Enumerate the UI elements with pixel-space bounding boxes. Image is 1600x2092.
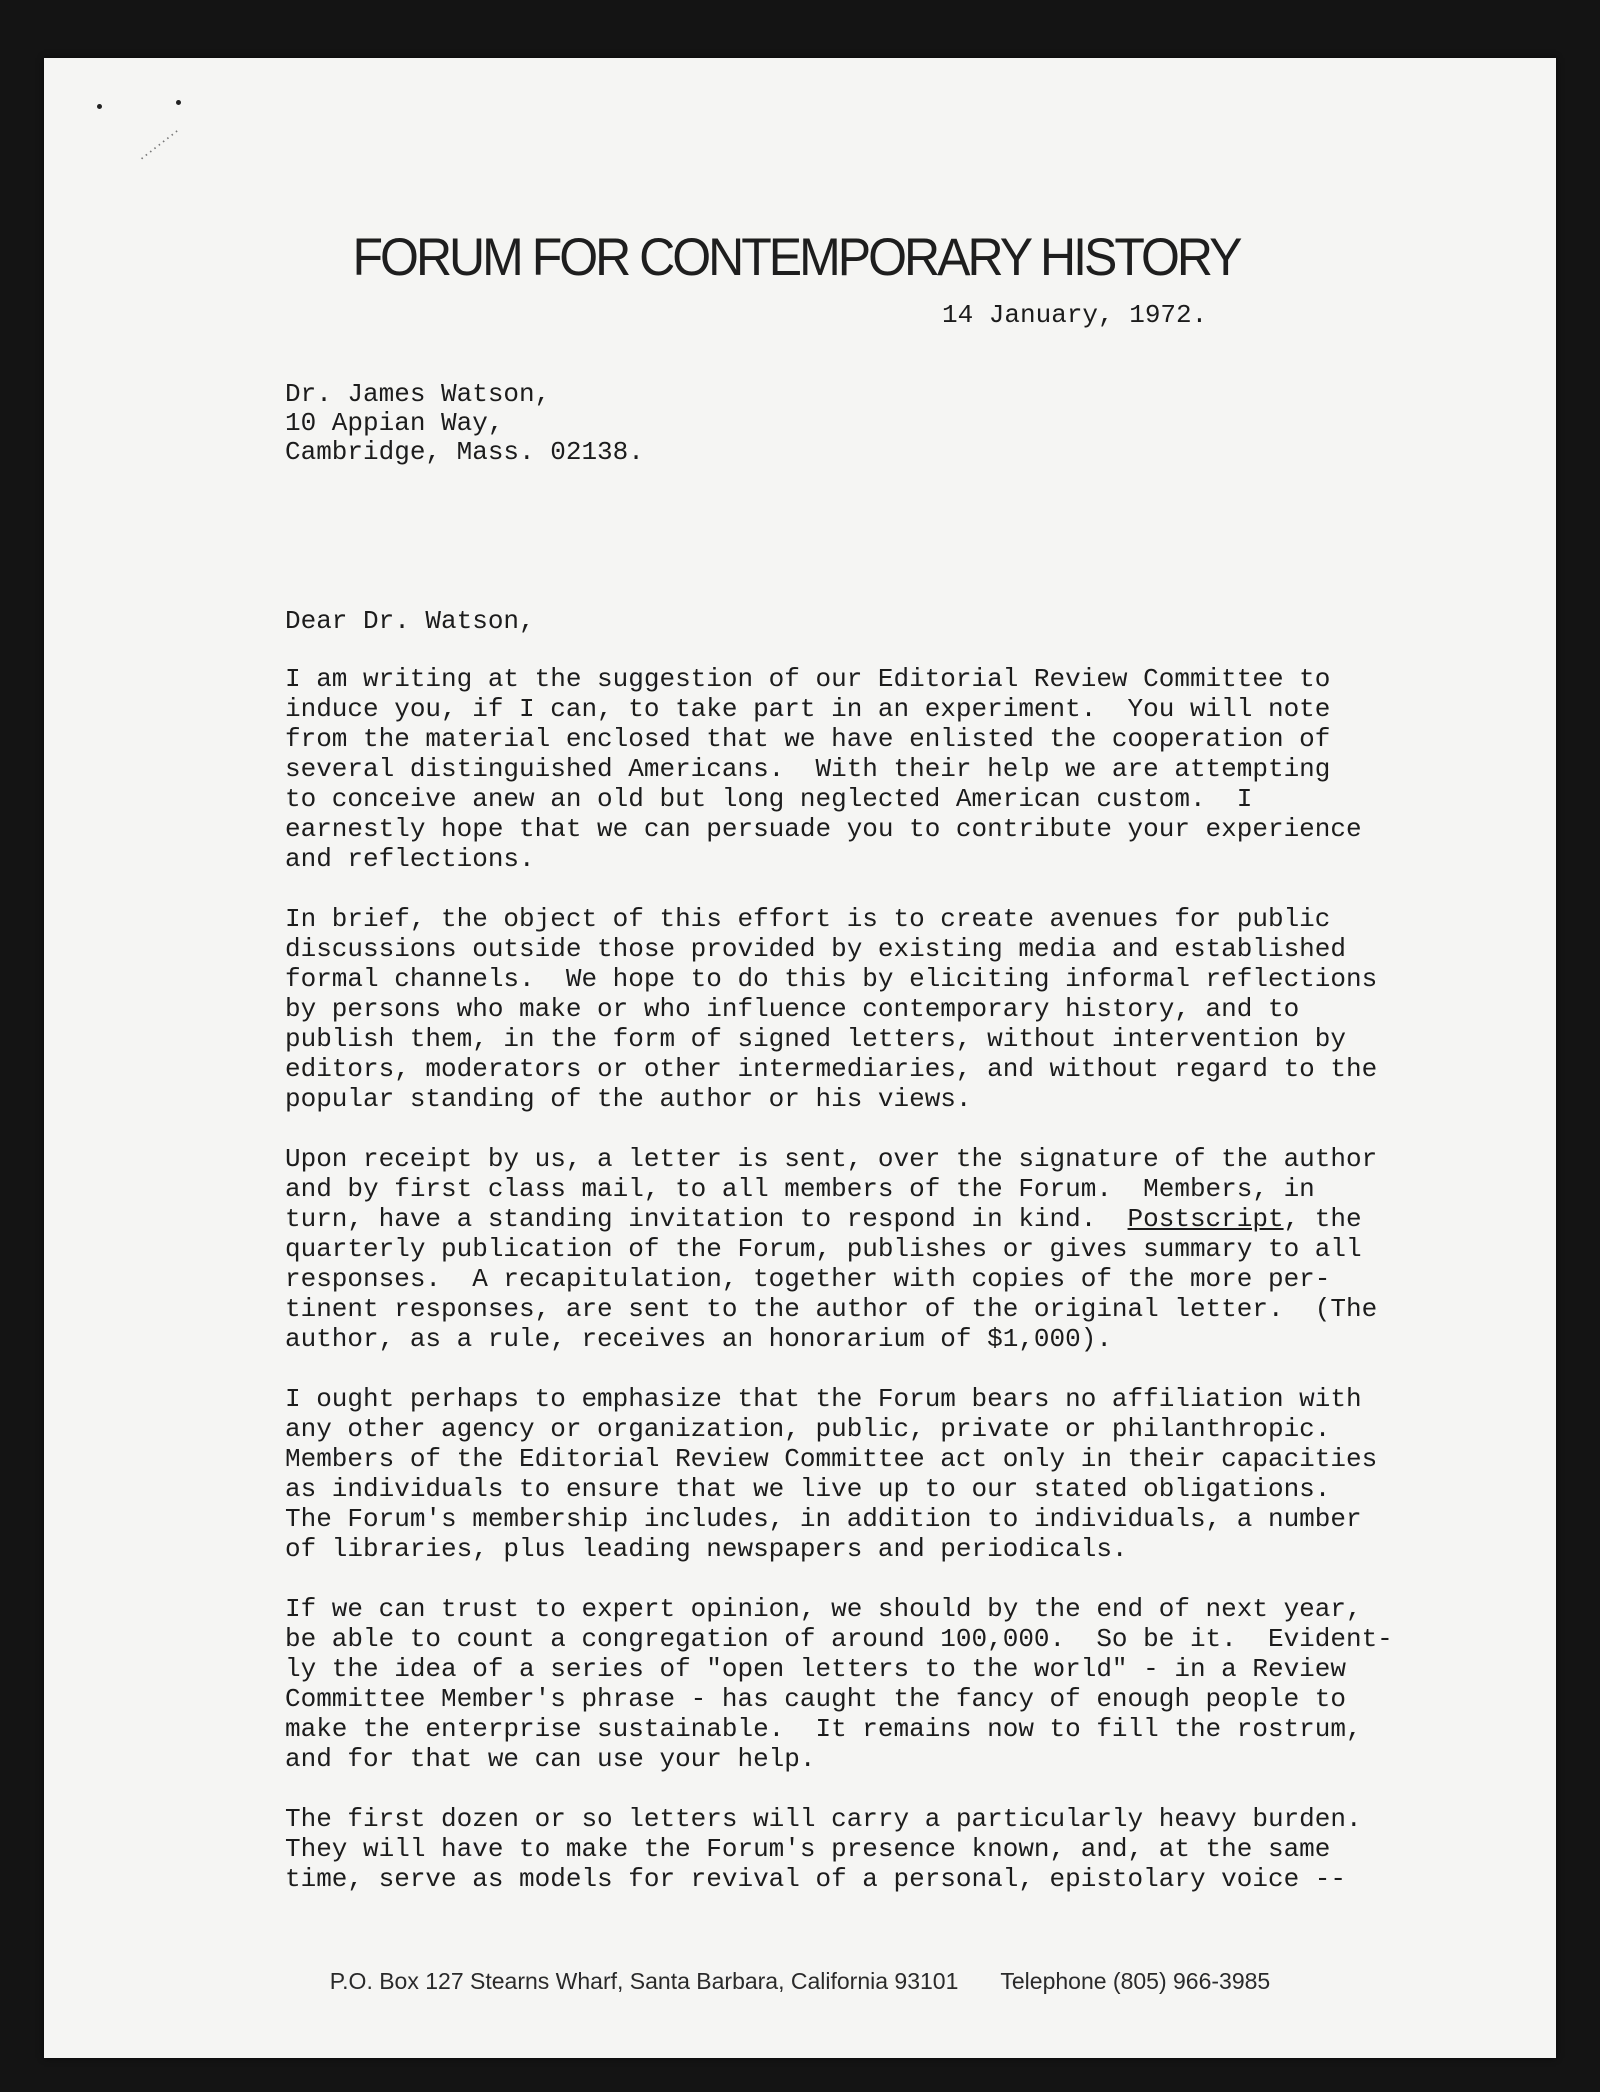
text-line: earnestly hope that we can persuade you to contribute your experience <box>285 814 1362 844</box>
text-segment: , the <box>1283 1204 1362 1234</box>
text-line: tinent responses, are sent to the author of the original letter. (The <box>285 1294 1378 1324</box>
text-line: from the material enclosed that we have enlisted the cooperation of <box>285 724 1331 754</box>
paragraph <box>285 1384 1378 1564</box>
text-line: to conceive anew an old but long neglected American custom. I <box>285 784 1253 814</box>
text-line: If we can trust to expert opinion, we should by the end of next year, <box>285 1594 1362 1624</box>
text-line: by persons who make or who influence contemporary history, and to <box>285 994 1300 1024</box>
text-line: discussions outside those provided by existing media and established <box>285 934 1346 964</box>
text-line: be able to count a congregation of around 100,000. So be it. Evident- <box>285 1624 1393 1654</box>
text-line: and by first class mail, to all members of the Forum. Members, in <box>285 1174 1315 1204</box>
text-line: formal channels. We hope to do this by eliciting informal reflections <box>285 964 1378 994</box>
text-line: make the enterprise sustainable. It remains now to fill the rostrum, <box>285 1714 1362 1744</box>
text-line: as individuals to ensure that we live up to our stated obligations. <box>285 1474 1331 1504</box>
letter-body <box>285 664 1393 1924</box>
text-segment: turn, have a standing invitation to respond in kind. <box>285 1204 1128 1234</box>
text-line: They will have to make the Forum's presence known, and, at the same <box>285 1834 1331 1864</box>
text-line: and for that we can use your help. <box>285 1744 816 1774</box>
text-line: and reflections. <box>285 844 535 874</box>
letterhead-footer <box>0 1968 1600 1995</box>
text-line: The Forum's membership includes, in addition to individuals, a number <box>285 1504 1362 1534</box>
text-line: of libraries, plus leading newspapers and periodicals. <box>285 1534 1128 1564</box>
paragraph <box>285 1804 1365 1894</box>
address-line: Cambridge, Mass. 02138. <box>285 437 644 467</box>
text-line: editors, moderators or other intermediaries, and without regard to the <box>285 1054 1378 1084</box>
text-line <box>285 1204 1365 1234</box>
text-line: Committee Member's phrase - has caught the fancy of enough people to <box>285 1684 1346 1714</box>
stamp-marks-decoration: ········· <box>136 123 185 167</box>
text-line: publish them, in the form of signed letters, without intervention by <box>285 1024 1346 1054</box>
margin-dot <box>176 100 181 105</box>
letterhead-title: FORUM FOR CONTEMPORARY HISTORY <box>352 227 1240 287</box>
address-line: 10 Appian Way, <box>285 408 504 438</box>
text-line: several distinguished Americans. With their help we are attempting <box>285 754 1331 784</box>
text-line: induce you, if I can, to take part in an experiment. You will note <box>285 694 1331 724</box>
text-line: time, serve as models for revival of a personal, epistolary voice -- <box>285 1864 1346 1894</box>
text-line: Upon receipt by us, a letter is sent, over the signature of the author <box>285 1144 1378 1174</box>
text-line: popular standing of the author or his views. <box>285 1084 972 1114</box>
text-line: The first dozen or so letters will carry a particularly heavy burden. <box>285 1804 1362 1834</box>
text-line: Members of the Editorial Review Committee act only in their capacities <box>285 1444 1378 1474</box>
margin-dot <box>97 104 102 109</box>
paragraph <box>285 904 1378 1114</box>
text-line: author, as a rule, receives an honorarium of $1,000). <box>285 1324 1112 1354</box>
letter-date: 14 January, 1972. <box>942 300 1208 330</box>
text-line: In brief, the object of this effort is to create avenues for public <box>285 904 1331 934</box>
footer-phone: Telephone (805) 966-3985 <box>1000 1968 1271 1994</box>
paragraph <box>285 1594 1393 1774</box>
paragraph <box>285 664 1365 874</box>
salutation: Dear Dr. Watson, <box>285 606 535 636</box>
text-line: quarterly publication of the Forum, publishes or gives summary to all <box>285 1234 1362 1264</box>
text-line: I am writing at the suggestion of our Editorial Review Committee to <box>285 664 1331 694</box>
text-line: any other agency or organization, public, private or philanthropic. <box>285 1414 1331 1444</box>
text-line: I ought perhaps to emphasize that the Forum bears no affiliation with <box>285 1384 1362 1414</box>
footer-address: P.O. Box 127 Stearns Wharf, Santa Barbara, California 93101 <box>329 1968 959 1994</box>
text-line: responses. A recapitulation, together with copies of the more per- <box>285 1264 1331 1294</box>
address-line: Dr. James Watson, <box>285 379 551 409</box>
paragraph <box>285 1144 1378 1354</box>
postscript-title: Postscript <box>1127 1204 1284 1234</box>
text-line: ly the idea of a series of "open letters to the world" - in a Review <box>285 1654 1346 1684</box>
recipient-address <box>285 380 644 467</box>
